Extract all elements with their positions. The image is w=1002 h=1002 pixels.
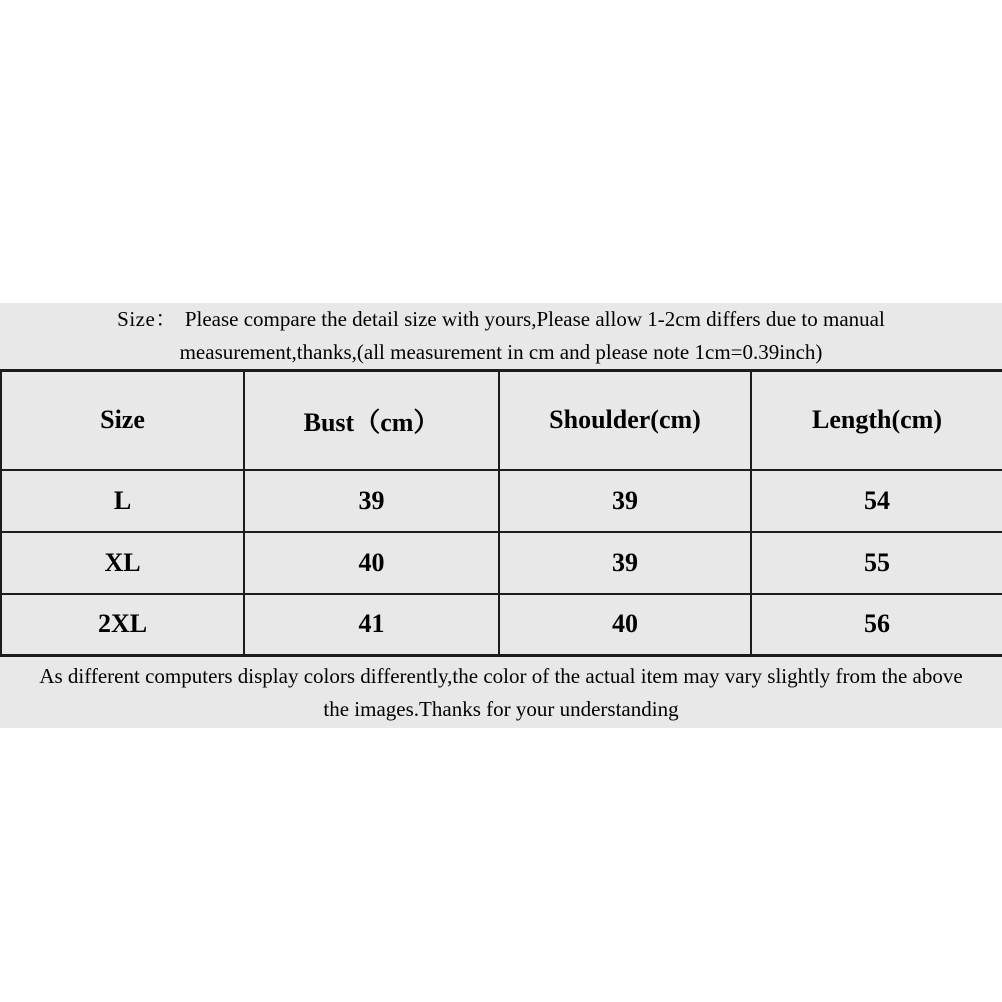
cell-2xl-shoulder: 40	[499, 594, 751, 656]
cell-2xl-size: 2XL	[1, 594, 244, 656]
col-header-bust: Bust（cm）	[244, 371, 499, 470]
cell-l-length: 54	[751, 470, 1002, 532]
col-header-shoulder: Shoulder(cm)	[499, 371, 751, 470]
size-note-line-2: measurement,thanks,(all measurement in cm and please note 1cm=0.39inch)	[179, 340, 823, 364]
size-note	[0, 303, 1002, 369]
cell-xl-bust: 40	[244, 532, 499, 594]
cell-xl-shoulder: 39	[499, 532, 751, 594]
table-row-xl	[1, 532, 1002, 594]
cell-l-shoulder: 39	[499, 470, 751, 532]
size-note-label: Size：	[117, 307, 177, 331]
size-note-text: Please compare the detail size with yours,Please allow 1-2cm differs due to manual	[184, 307, 885, 331]
size-table	[0, 369, 1002, 657]
cell-l-size: L	[1, 470, 244, 532]
col-header-size: Size	[1, 371, 244, 470]
table-row-l	[1, 470, 1002, 532]
color-disclaimer	[0, 657, 1002, 728]
cell-xl-length: 55	[751, 532, 1002, 594]
cell-2xl-length: 56	[751, 594, 1002, 656]
size-info-panel	[0, 303, 1002, 728]
disclaimer-line-2: the images.Thanks for your understanding	[323, 697, 679, 721]
cell-l-bust: 39	[244, 470, 499, 532]
cell-xl-size: XL	[1, 532, 244, 594]
disclaimer-line-1: As different computers display colors differently,the color of the actual item may vary slightly from the above	[39, 664, 963, 688]
cell-2xl-bust: 41	[244, 594, 499, 656]
col-header-length: Length(cm)	[751, 371, 1002, 470]
table-row-2xl	[1, 594, 1002, 656]
size-note-line-1	[0, 303, 1002, 336]
size-table-header-row	[1, 371, 1002, 470]
